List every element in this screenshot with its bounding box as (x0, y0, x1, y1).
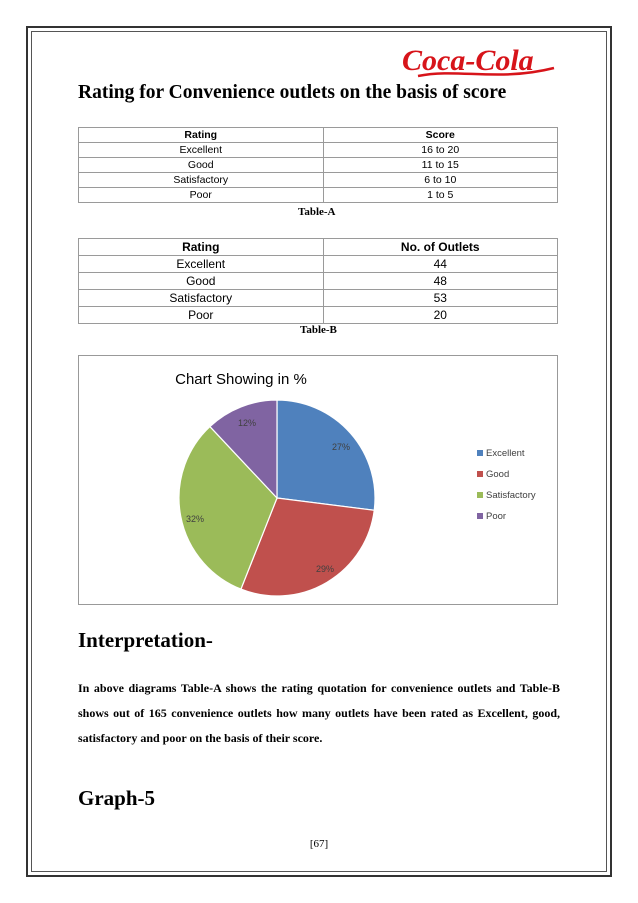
header-cell: Rating (79, 239, 324, 256)
rating-cell: Poor (79, 307, 324, 324)
table-row (79, 273, 558, 290)
rating-cell: Excellent (79, 143, 324, 158)
chart-title: Chart Showing in % (175, 371, 307, 388)
legend-label-excellent: Excellent (486, 448, 525, 459)
legend-label-poor: Poor (486, 511, 507, 522)
slice-label-excellent: 27% (331, 442, 351, 452)
slice-label-good: 29% (315, 564, 335, 574)
outlets-cell: 53 (323, 290, 558, 307)
legend-swatch-poor (477, 513, 483, 519)
table-a (78, 127, 558, 203)
rating-cell: Excellent (79, 256, 324, 273)
outlets-cell: 48 (323, 273, 558, 290)
logo-wordmark: Coca-Cola (402, 44, 534, 77)
header-cell: Rating (79, 128, 324, 143)
score-cell: 11 to 15 (323, 158, 557, 173)
table-row (79, 290, 558, 307)
coca-cola-logo (398, 38, 558, 82)
header-cell: Score (323, 128, 557, 143)
pie-chart (79, 356, 557, 604)
pie-chart-area (78, 355, 558, 605)
header-cell: No. of Outlets (323, 239, 558, 256)
page-number: [67] (309, 838, 329, 850)
page-heading: Rating for Convenience outlets on the basis of score (78, 82, 507, 103)
legend-label-satisfactory: Satisfactory (486, 490, 536, 501)
score-cell: 1 to 5 (323, 188, 557, 203)
table-row (79, 256, 558, 273)
pie-slice-excellent (277, 400, 375, 510)
rating-cell: Poor (79, 188, 324, 203)
graph-title: Graph-5 (78, 786, 156, 810)
table-header-row (79, 128, 558, 143)
legend-label-good: Good (486, 469, 510, 480)
outlets-cell: 20 (323, 307, 558, 324)
table-row (79, 173, 558, 188)
rating-cell: Good (79, 273, 324, 290)
interpretation-title: Interpretation- (78, 628, 213, 652)
table-row (79, 158, 558, 173)
legend-swatch-good (477, 471, 483, 477)
outlets-cell: 44 (323, 256, 558, 273)
rating-cell: Satisfactory (79, 290, 324, 307)
interpretation-text: In above diagrams Table-A shows the rating quotation for convenience outlets and Table-B shows out of 165 convenience outlets how many outlets have been rated as Excellent, good, satisfactory and poor on the basis of their score. (78, 681, 560, 745)
table-b (78, 238, 558, 324)
rating-cell: Satisfactory (79, 173, 324, 188)
table-row (79, 188, 558, 203)
table-b-caption: Table-B (300, 324, 337, 336)
score-cell: 16 to 20 (323, 143, 557, 158)
table-row (79, 143, 558, 158)
table-header-row (79, 239, 558, 256)
table-a-caption: Table-A (298, 206, 336, 218)
score-cell: 6 to 10 (323, 173, 557, 188)
slice-label-satisfactory: 32% (185, 514, 205, 524)
legend-swatch-excellent (477, 450, 483, 456)
legend-swatch-satisfactory (477, 492, 483, 498)
slice-label-poor: 12% (237, 418, 257, 428)
table-row (79, 307, 558, 324)
rating-cell: Good (79, 158, 324, 173)
